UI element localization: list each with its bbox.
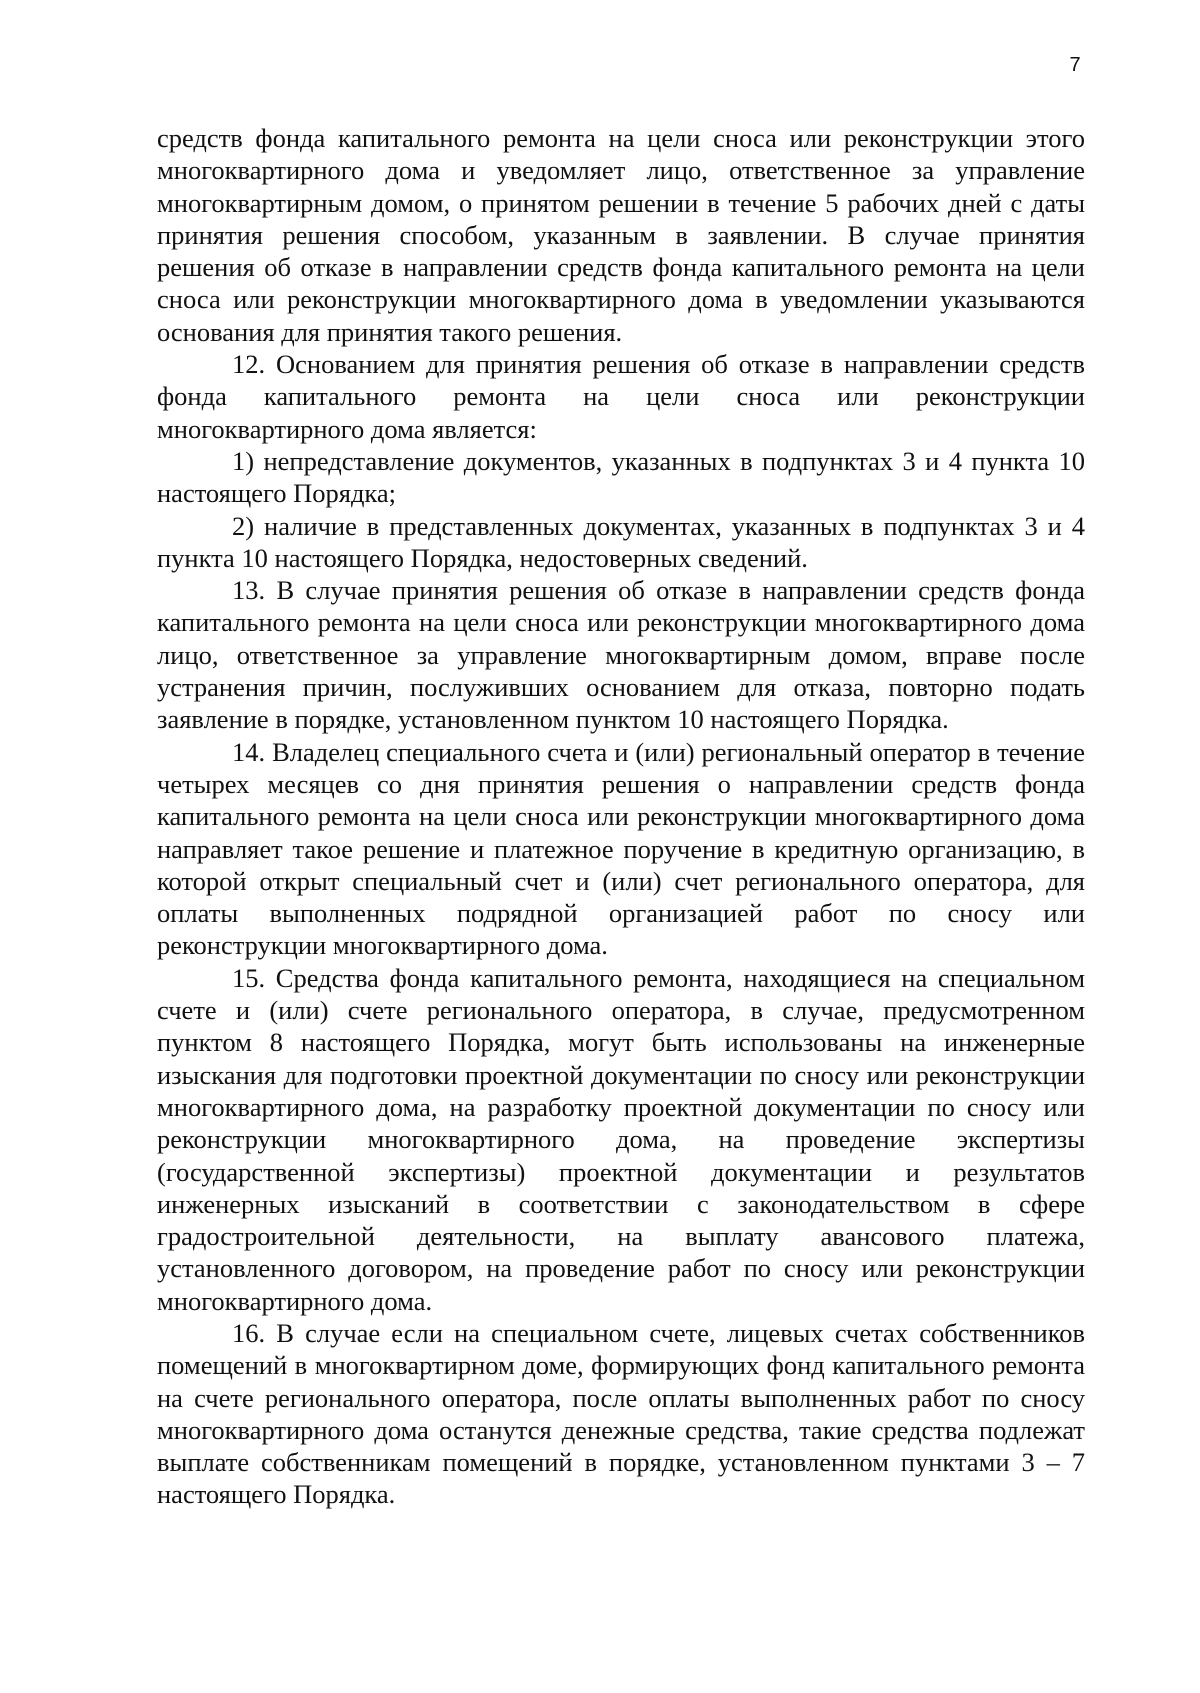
paragraph-14: 14. Владелец специального счета и (или) региональный оператор в течение четырех месяцев со дня принятия решения о направлении средств фонда капитального ремонта на цели сноса или реконструкции многоквартирного дома направляет такое решение и платежное поручение в кредитную организацию, в которой открыт специальный счет и (или) счет регионального оператора, для оплаты выполненных подрядной организацией работ по сносу или реконструкции многоквартирного дома. bbox=[157, 736, 1085, 961]
paragraph-15: 15. Средства фонда капитального ремонта, находящиеся на специальном счете и (или) счете регионального оператора, в случае, предусмотренном пунктом 8 настоящего Порядка, могут быть использованы на инженерные изыскания для подготовки проектной документации по сносу или реконструкции многоквартирного дома, на разработку проектной документации по сносу или реконструкции многоквартирного дома, на проведение экспертизы (государственной экспертизы) проектной документации и результатов инженерных изысканий в соответствии с законодательством в сфере градостроительной деятельности, на выплату авансового платежа, установленного договором, на проведение работ по сносу или реконструкции многоквартирного дома. bbox=[157, 962, 1085, 1316]
paragraph-13: 13. В случае принятия решения об отказе в направлении средств фонда капитального ремонта на цели сноса или реконструкции многоквартирного дома лицо, ответственное за управление многоквартирным домом, вправе после устранения причин, послуживших основанием для отказа, повторно подать заявление в порядке, установленном пунктом 10 настоящего Порядка. bbox=[157, 575, 1085, 735]
paragraph-12-item-1: 1) непредставление документов, указанных в подпунктах 3 и 4 пункта 10 настоящего Порядка; bbox=[157, 445, 1085, 509]
paragraph-12-item-2: 2) наличие в представленных документах, указанных в подпунктах 3 и 4 пункта 10 настоящего Порядка, недостоверных сведений. bbox=[157, 510, 1085, 573]
paragraph-12: 12. Основанием для принятия решения об отказе в направлении средств фонда капитального ремонта на цели сноса или реконструкции многоквартирного дома является: bbox=[157, 349, 1085, 444]
page-number: 7 bbox=[1069, 54, 1081, 76]
paragraph-continuation: средств фонда капитального ремонта на цели сноса или реконструкции этого многоквартирного дома и уведомляет лицо, ответственное за управление многоквартирным домом, о принятом решении в течение 5 рабочих дней с даты принятия решения способом, указанным в заявлении. В случае принятия решения об отказе в направлении средств фонда капитального ремонта на цели сноса или реконструкции многоквартирного дома в уведомлении указываются основания для принятия такого решения. bbox=[157, 123, 1085, 347]
document-body bbox=[157, 122, 1085, 1511]
paragraph-16: 16. В случае если на специальном счете, лицевых счетах собственников помещений в многоквартирном доме, формирующих фонд капитального ремонта на счете регионального оператора, после оплаты выполненных работ по сносу многоквартирного дома останутся денежные средства, такие средства подлежат выплате собственникам помещений в порядке, установленном пунктами 3 – 7 настоящего Порядка. bbox=[157, 1317, 1085, 1510]
